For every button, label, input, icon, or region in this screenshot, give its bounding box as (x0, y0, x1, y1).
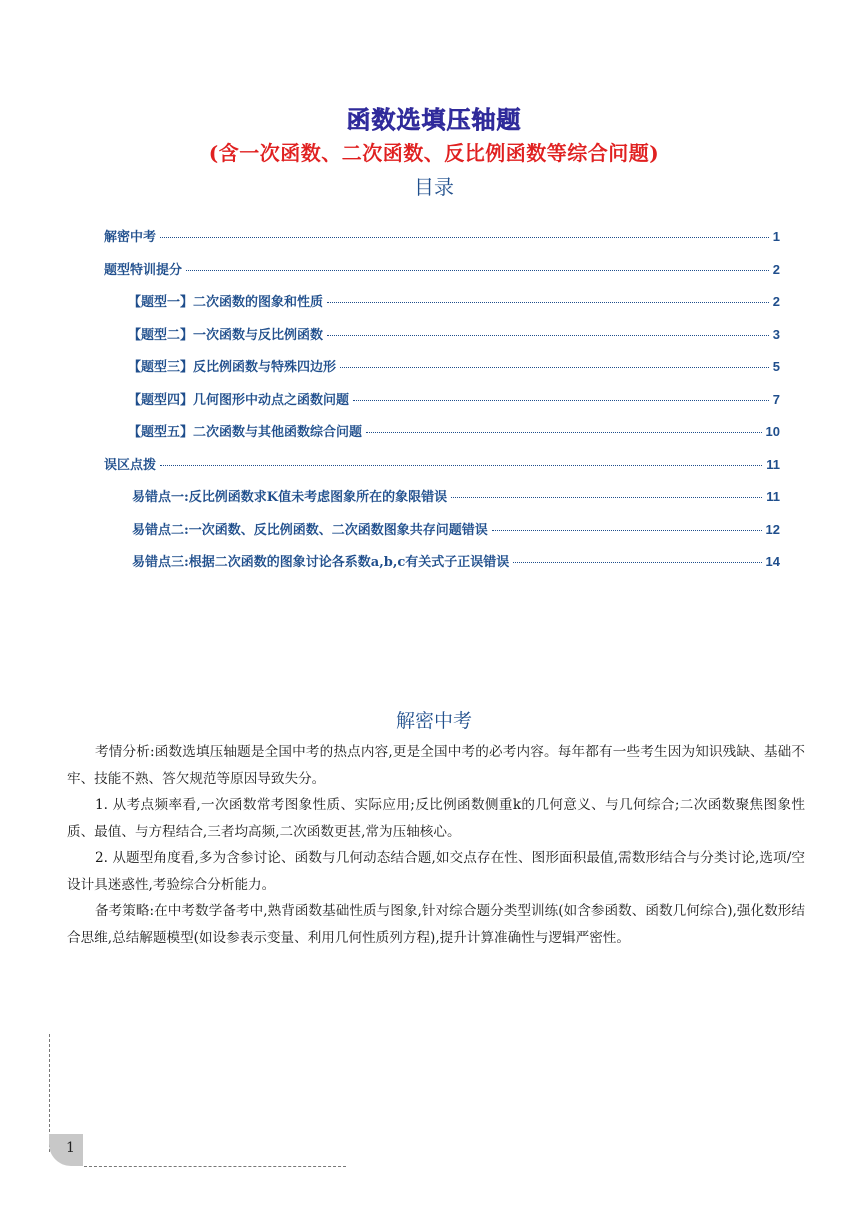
toc-leader-dots (492, 530, 762, 531)
toc-leader-dots (160, 237, 769, 238)
toc-entry[interactable] (104, 486, 780, 519)
toc-entry[interactable] (104, 324, 780, 357)
toc-entry-page: 3 (772, 326, 780, 342)
toc-entry-page: 7 (772, 391, 780, 407)
page-frame-bottom-dashes (84, 1166, 346, 1167)
toc-entry-page: 2 (772, 261, 780, 277)
toc-entry-page: 5 (772, 359, 780, 374)
toc-entry-page: 12 (765, 521, 780, 537)
toc-entry-page: 14 (765, 554, 780, 569)
toc-entry[interactable] (104, 519, 780, 552)
document-subtitle: (含一次函数、二次函数、反比例函数等综合问题) (208, 141, 660, 165)
toc-entry-label: 【题型四】几何图形中动点之函数问题 (128, 392, 350, 408)
toc-entry[interactable] (104, 389, 780, 422)
toc-entry[interactable] (104, 291, 780, 324)
toc-entry-label: 【题型三】反比例函数与特殊四边形 (128, 360, 337, 375)
toc-entry-label: 【题型二】一次函数与反比例函数 (128, 327, 324, 343)
analysis-paragraph: 考情分析:函数选填压轴题是全国中考的热点内容,更是全国中考的必考内容。每年都有一些考生因为知识残缺、基础不牢、技能不熟、答欠规范等原因导致失分。 (67, 744, 805, 787)
toc-entry-page: 11 (766, 456, 780, 472)
toc-entry-page: 1 (772, 229, 780, 244)
strategy-paragraph: 备考策略:在中考数学备考中,熟背函数基础性质与图象,针对综合题分类型训练(如含参函数、函数几何综合),强化数形结合思维,总结解题模型(如设参表示变量、利用几何性质列方程),提升计算准确性与逻辑严密性。 (67, 903, 805, 946)
toc-entry-label: 【题型一】二次函数的图象和性质 (128, 295, 324, 310)
toc-leader-dots (353, 400, 769, 401)
toc-entry[interactable] (104, 551, 780, 584)
toc-heading: 目录 (414, 175, 454, 199)
toc-entry-label: 易错点一:反比例函数求K值未考虑图象所在的象限错误 (132, 490, 448, 505)
toc-entry[interactable] (104, 226, 780, 259)
document-title: 函数选填压轴题 (346, 106, 522, 134)
toc-leader-dots (513, 562, 761, 563)
toc-entry-page: 2 (772, 294, 780, 309)
toc-leader-dots (160, 465, 762, 466)
toc-entry-label: 易错点三:根据二次函数的图象讨论各系数a,b,c有关式子正误错误 (132, 555, 510, 570)
toc-leader-dots (186, 270, 769, 271)
page-number: 1 (66, 1140, 75, 1156)
toc-entry[interactable] (104, 454, 780, 487)
toc-entry-label: 解密中考 (104, 230, 157, 245)
toc-entry[interactable] (104, 259, 780, 292)
section-title: 解密中考 (395, 710, 472, 732)
toc-leader-dots (451, 497, 762, 498)
toc-leader-dots (340, 367, 769, 368)
section-body (67, 739, 805, 951)
toc-leader-dots (366, 432, 762, 433)
toc-entry[interactable] (104, 356, 780, 389)
toc-entry-label: 【题型五】二次函数与其他函数综合问题 (128, 425, 363, 440)
point-paragraph: 1. 从考点频率看,一次函数常考图象性质、实际应用;反比例函数侧重k的几何意义、与几何综合;二次函数聚焦图象性质、最值、与方程结合,三者均高频,二次函数更甚,常为压轴核心。 (67, 797, 805, 840)
toc-entry-label: 题型特训提分 (104, 262, 183, 278)
toc-entry-page: 11 (766, 489, 780, 504)
toc-leader-dots (327, 335, 769, 336)
toc-entry-label: 误区点拨 (104, 457, 157, 473)
point-paragraph: 2. 从题型角度看,多为含参讨论、函数与几何动态结合题,如交点存在性、图形面积最值,需数形结合与分类讨论,选项/空设计具迷惑性,考验综合分析能力。 (67, 850, 805, 893)
toc-leader-dots (327, 302, 769, 303)
toc-entry-page: 10 (765, 424, 780, 439)
toc-entry-label: 易错点二:一次函数、反比例函数、二次函数图象共存问题错误 (132, 522, 488, 538)
table-of-contents (104, 226, 780, 584)
toc-entry[interactable] (104, 421, 780, 454)
